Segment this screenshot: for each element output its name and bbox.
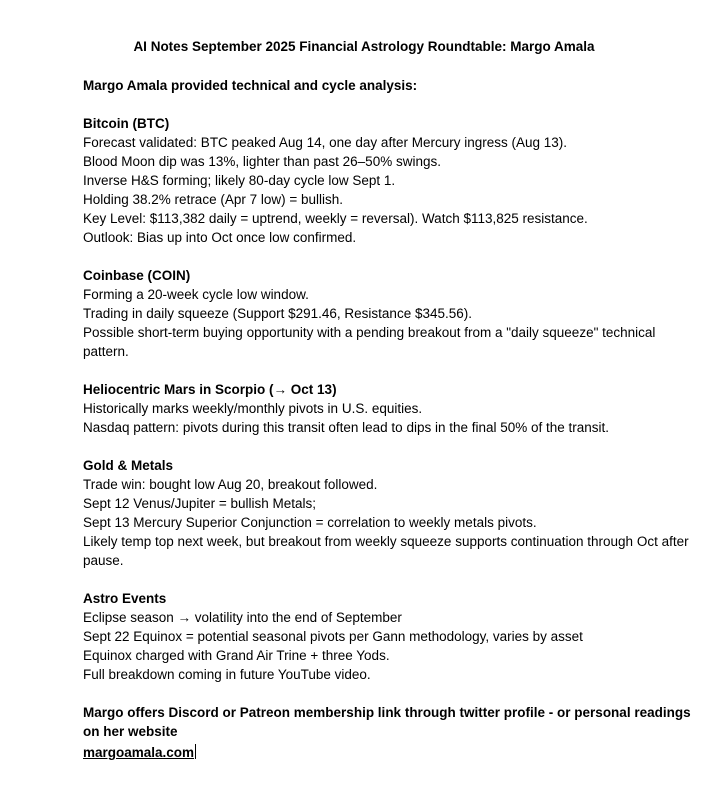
section-line: Trading in daily squeeze (Support $291.46, Resistance $345.56). bbox=[83, 306, 472, 321]
section-line: Nasdaq pattern: pivots during this transit often lead to dips in the final 50% of the transit. bbox=[83, 420, 610, 435]
document-body bbox=[83, 76, 703, 762]
website-link[interactable]: margoamala.com bbox=[83, 745, 195, 760]
section-astro-events bbox=[83, 589, 703, 684]
section-line: Possible short-term buying opportunity with a pending breakout from a "daily squeeze" technical pattern. bbox=[83, 325, 656, 359]
section-line: Sept 12 Venus/Jupiter = bullish Metals; bbox=[83, 496, 317, 511]
section-line: Inverse H&S forming; likely 80-day cycle low Sept 1. bbox=[83, 173, 396, 188]
section-heliocentric-mars bbox=[83, 380, 703, 437]
section-heading: Astro Events bbox=[83, 591, 167, 606]
section-coinbase bbox=[83, 266, 703, 361]
section-line: Likely temp top next week, but breakout from weekly squeeze supports continuation through Oct after pause. bbox=[83, 534, 689, 568]
section-line: Full breakdown coming in future YouTube video. bbox=[83, 667, 371, 682]
section-line: Historically marks weekly/monthly pivots in U.S. equities. bbox=[83, 401, 423, 416]
section-line: Outlook: Bias up into Oct once low confirmed. bbox=[83, 230, 357, 245]
intro-text: Margo Amala provided technical and cycle analysis: bbox=[83, 78, 418, 93]
footer bbox=[83, 703, 703, 762]
section-heading: Heliocentric Mars in Scorpio (→ Oct 13) bbox=[83, 382, 337, 397]
section-line: Forecast validated: BTC peaked Aug 14, one day after Mercury ingress (Aug 13). bbox=[83, 135, 568, 150]
section-line: Eclipse season → volatility into the end of September bbox=[83, 610, 402, 625]
section-gold-metals bbox=[83, 456, 703, 570]
section-heading: Bitcoin (BTC) bbox=[83, 116, 170, 131]
section-line: Sept 13 Mercury Superior Conjunction = correlation to weekly metals pivots. bbox=[83, 515, 537, 530]
section-line: Blood Moon dip was 13%, lighter than past 26–50% swings. bbox=[83, 154, 441, 169]
footer-text: Margo offers Discord or Patreon membership link through twitter profile - or personal readings on her website bbox=[83, 705, 691, 739]
section-line: Key Level: $113,382 daily = uptrend, weekly = reversal). Watch $113,825 resistance. bbox=[83, 211, 588, 226]
section-heading: Gold & Metals bbox=[83, 458, 174, 473]
section-bitcoin bbox=[83, 114, 703, 247]
section-line: Trade win: bought low Aug 20, breakout followed. bbox=[83, 477, 378, 492]
section-heading: Coinbase (COIN) bbox=[83, 268, 191, 283]
document-title: AI Notes September 2025 Financial Astrology Roundtable: Margo Amala bbox=[133, 39, 595, 54]
section-line: Forming a 20-week cycle low window. bbox=[83, 287, 309, 302]
section-line: Holding 38.2% retrace (Apr 7 low) = bullish. bbox=[83, 192, 344, 207]
section-line: Equinox charged with Grand Air Trine + three Yods. bbox=[83, 648, 390, 663]
text-cursor bbox=[195, 744, 196, 759]
section-line: Sept 22 Equinox = potential seasonal pivots per Gann methodology, varies by asset bbox=[83, 629, 583, 644]
